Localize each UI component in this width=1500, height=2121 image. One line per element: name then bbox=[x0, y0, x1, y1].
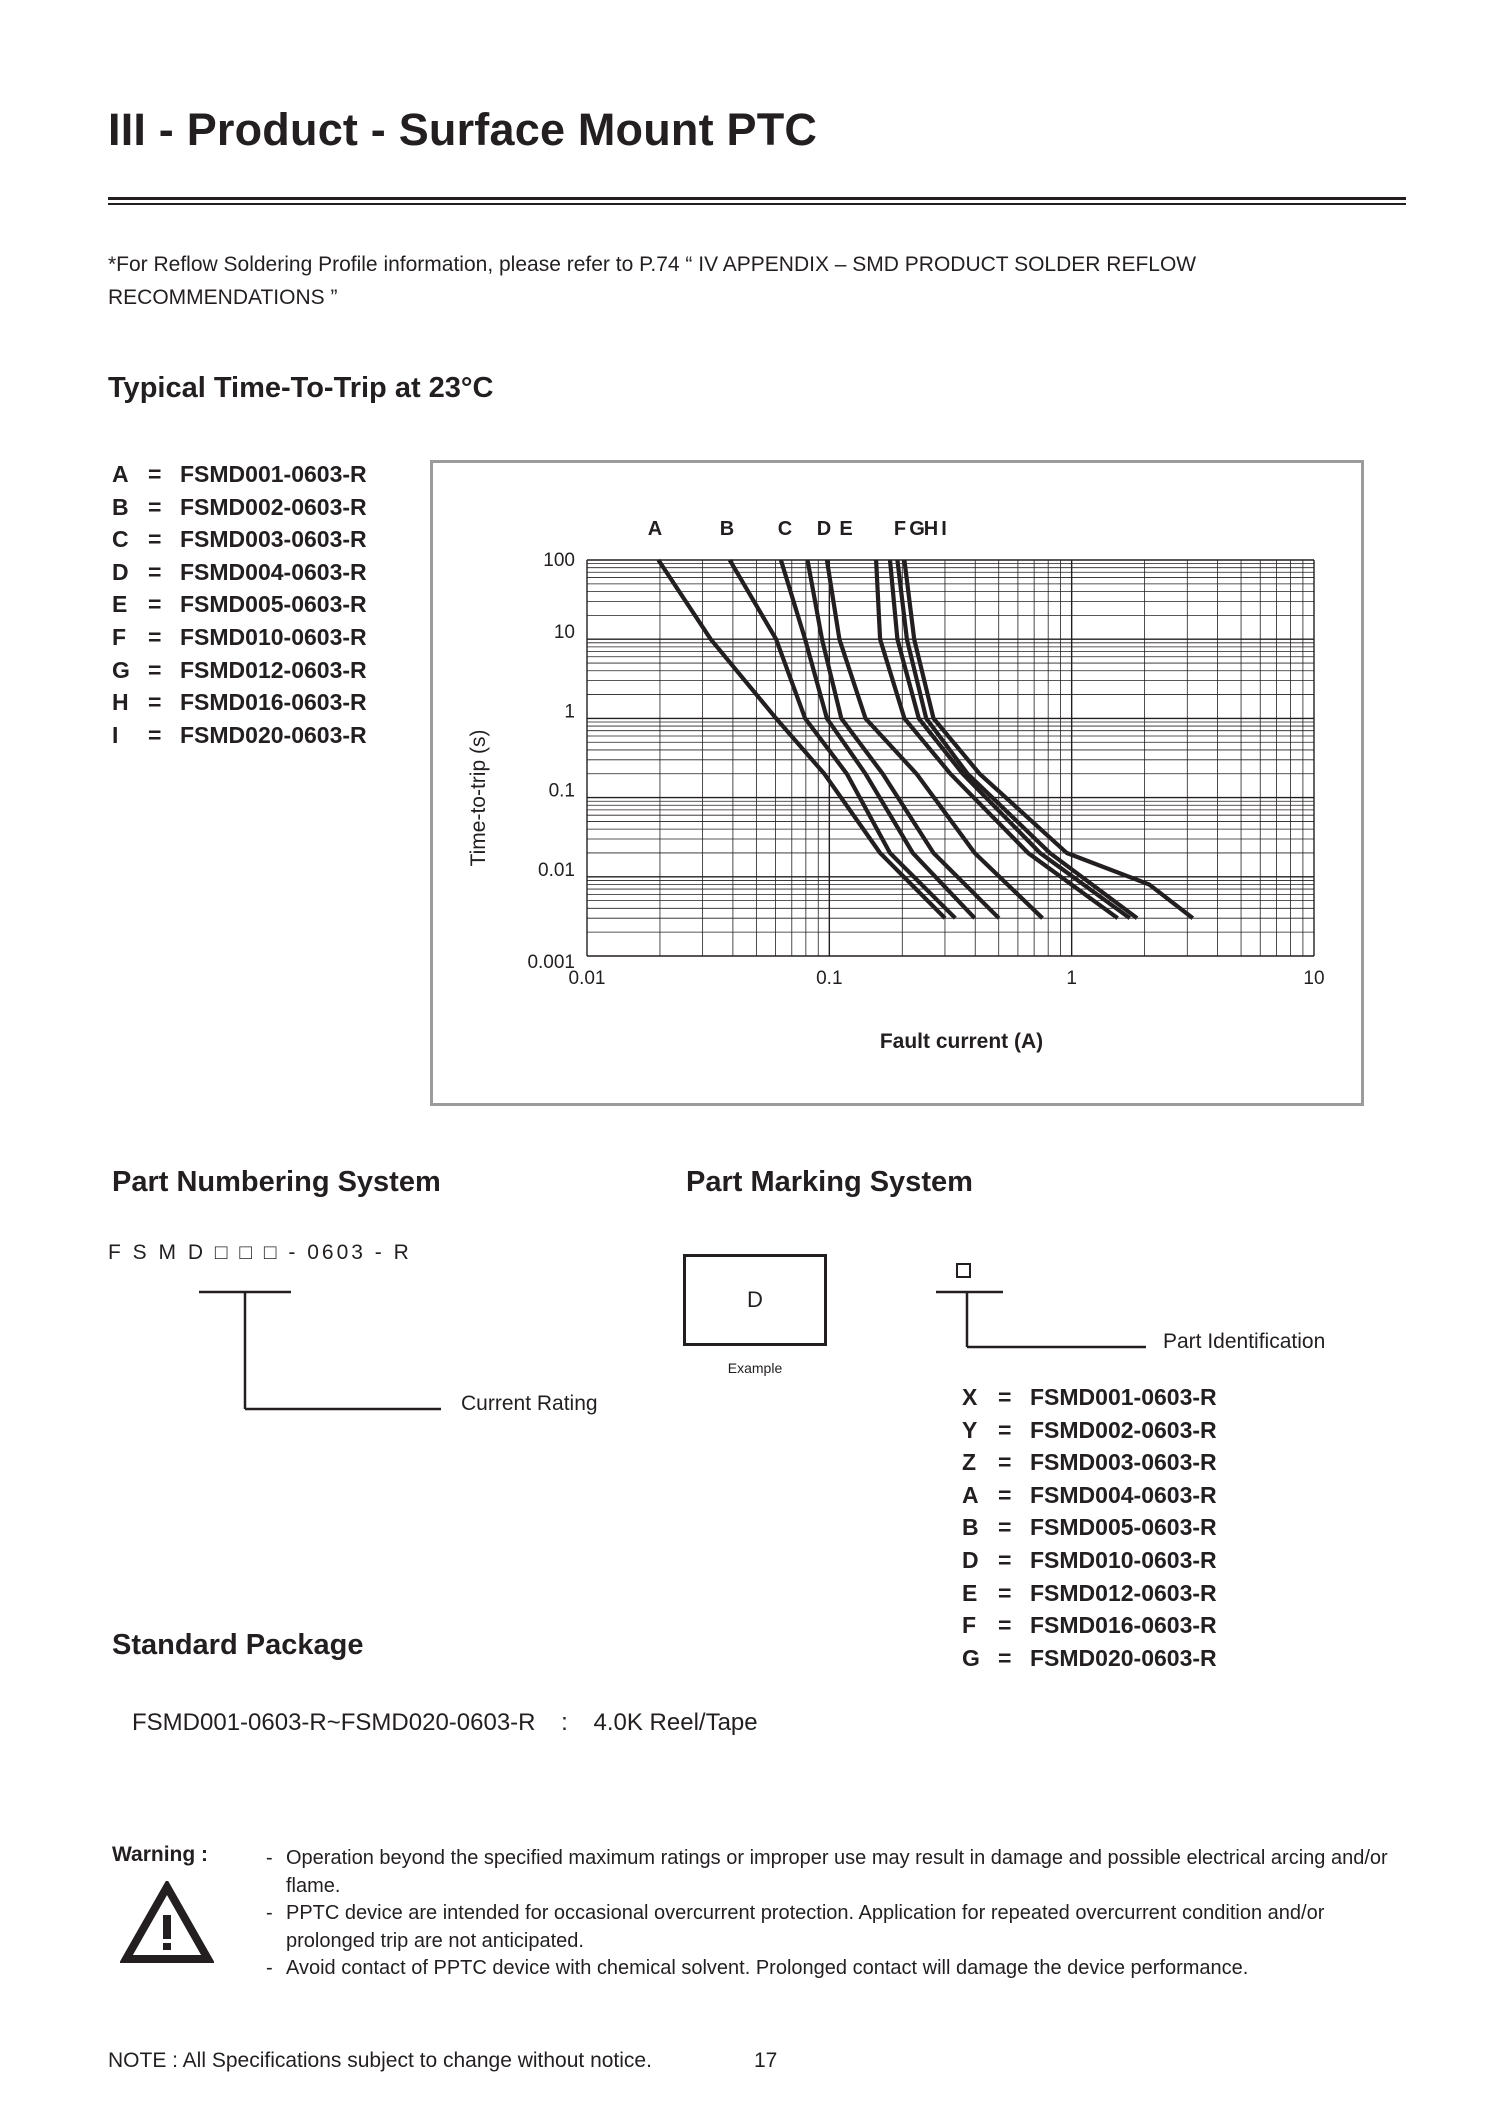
footer-note: NOTE : All Specifications subject to change without notice. bbox=[108, 2049, 652, 2072]
legend-row bbox=[112, 719, 367, 752]
marking-row-part: FSMD001-0603-R bbox=[1030, 1384, 1217, 1410]
time-to-trip-chart bbox=[430, 460, 1364, 1106]
chart-svg bbox=[433, 463, 1361, 1103]
marking-row-equals: = bbox=[998, 1546, 1012, 1573]
warning-item-text: Operation beyond the specified maximum ratings or improper use may result in damage and possible electrical arcing and/or flame. bbox=[286, 1847, 1388, 1897]
part-marking-heading: Part Marking System bbox=[686, 1166, 973, 1198]
legend-row bbox=[112, 556, 367, 589]
legend-row-letter: G bbox=[112, 656, 130, 683]
marking-row-equals: = bbox=[998, 1514, 1012, 1541]
curve-label-G: G bbox=[909, 518, 925, 540]
marking-row-letter: G bbox=[962, 1644, 980, 1671]
page-number: 17 bbox=[754, 2049, 778, 2072]
legend-row-equals: = bbox=[148, 656, 162, 683]
title-rule-thick bbox=[108, 197, 1406, 200]
part-numbering-heading: Part Numbering System bbox=[112, 1166, 441, 1198]
marking-row-part: FSMD002-0603-R bbox=[1030, 1416, 1217, 1443]
marking-row bbox=[962, 1479, 1217, 1512]
legend-row-part: FSMD002-0603-R bbox=[180, 493, 367, 520]
marking-row-letter: Z bbox=[962, 1449, 977, 1476]
marking-row-part: FSMD003-0603-R bbox=[1030, 1449, 1217, 1476]
marking-example-letter: D bbox=[747, 1287, 763, 1312]
y-tick-label: 0.001 bbox=[527, 952, 575, 973]
legend-row-equals: = bbox=[148, 461, 162, 487]
legend-row bbox=[112, 588, 367, 621]
legend-row-equals: = bbox=[148, 526, 162, 553]
y-tick-label: 100 bbox=[543, 550, 575, 571]
marking-row bbox=[962, 1577, 1217, 1610]
standard-package-heading: Standard Package bbox=[112, 1629, 364, 1661]
marking-example-caption: Example bbox=[727, 1360, 783, 1376]
legend-row-letter: C bbox=[112, 526, 129, 553]
marking-row bbox=[962, 1544, 1217, 1577]
marking-row-letter: X bbox=[962, 1384, 978, 1410]
marking-row bbox=[962, 1642, 1217, 1675]
marking-row-equals: = bbox=[998, 1644, 1012, 1671]
y-tick-label: 1 bbox=[564, 701, 575, 723]
legend-row-letter: H bbox=[112, 689, 129, 716]
warning-item: - Avoid contact of PPTC device with chemical solvent. Prolonged contact will damage the device performance. bbox=[266, 1957, 1249, 1979]
curve-label-A: A bbox=[647, 518, 663, 540]
marking-row-part: FSMD012-0603-R bbox=[1030, 1579, 1217, 1606]
legend-row bbox=[112, 621, 367, 654]
marking-row bbox=[962, 1511, 1217, 1544]
curve-label-D: D bbox=[816, 518, 832, 540]
marking-row-part: FSMD010-0603-R bbox=[1030, 1546, 1217, 1573]
legend-row-equals: = bbox=[148, 721, 162, 748]
curve-label-F: F bbox=[893, 518, 907, 540]
legend-row-part: FSMD005-0603-R bbox=[180, 591, 367, 618]
warning-triangle-icon bbox=[120, 1881, 214, 1965]
marking-code-list bbox=[962, 1381, 1217, 1674]
curve-legend bbox=[112, 458, 367, 751]
marking-row-part: FSMD016-0603-R bbox=[1030, 1612, 1217, 1639]
legend-row-equals: = bbox=[148, 558, 162, 585]
legend-row-part: FSMD016-0603-R bbox=[180, 689, 367, 716]
marking-row-equals: = bbox=[998, 1416, 1012, 1443]
curve-label-C: C bbox=[777, 518, 793, 540]
marking-row-part: FSMD005-0603-R bbox=[1030, 1514, 1217, 1541]
curve-label-I: I bbox=[941, 518, 947, 540]
curve-label-B: B bbox=[719, 518, 735, 540]
warning-item-text: PPTC device are intended for occasional overcurrent protection. Application for repeated overcurrent condition and/or prolonged trip are not anticipated. bbox=[286, 1902, 1325, 1952]
package-range: FSMD001-0603-R~FSMD020-0603-R bbox=[132, 1709, 536, 1736]
legend-row-part: FSMD020-0603-R bbox=[180, 721, 367, 748]
warning-list bbox=[266, 1845, 1416, 1983]
legend-row bbox=[112, 491, 367, 524]
warning-label: Warning : bbox=[112, 1843, 209, 1866]
marking-row bbox=[962, 1381, 1217, 1414]
standard-package-line bbox=[132, 1709, 758, 1737]
reflow-note: *For Reflow Soldering Profile information, please refer to P.74 “ IV APPENDIX – SMD PRODUCT SOLDER REFLOW RECOMMENDATIONS ” bbox=[108, 253, 1197, 309]
legend-row-part: FSMD004-0603-R bbox=[180, 558, 367, 585]
warning-item: - Operation beyond the specified maximum ratings or improper use may result in damage and possible electrical arcing and/or flame. bbox=[266, 1847, 1388, 1897]
y-tick-label: 0.1 bbox=[548, 780, 575, 802]
legend-row bbox=[112, 523, 367, 556]
marking-row-part: FSMD020-0603-R bbox=[1030, 1644, 1217, 1671]
legend-row-equals: = bbox=[148, 689, 162, 716]
y-tick-label: 10 bbox=[553, 622, 575, 644]
time-to-trip-heading: Typical Time-To-Trip at 23°C bbox=[108, 372, 494, 404]
legend-row bbox=[112, 458, 367, 491]
package-quantity: 4.0K Reel/Tape bbox=[593, 1709, 758, 1736]
legend-row-letter: E bbox=[112, 591, 128, 618]
legend-row bbox=[112, 686, 367, 719]
curve-label-H: H bbox=[923, 518, 939, 540]
legend-row-letter: D bbox=[112, 558, 129, 585]
y-axis-title: Time-to-trip (s) bbox=[467, 729, 490, 867]
marking-row-part: FSMD004-0603-R bbox=[1030, 1481, 1217, 1508]
marking-row-letter: B bbox=[962, 1514, 979, 1541]
legend-row-part: FSMD001-0603-R bbox=[180, 461, 367, 487]
legend-row-letter: F bbox=[112, 623, 127, 650]
y-tick-label: 0.01 bbox=[538, 859, 575, 881]
marking-row-equals: = bbox=[998, 1612, 1012, 1639]
warning-item: - PPTC device are intended for occasional overcurrent protection. Application for repeated overcurrent condition and/or prolonged trip are not anticipated. bbox=[266, 1902, 1325, 1952]
marking-row-equals: = bbox=[998, 1384, 1012, 1410]
marking-example-box bbox=[683, 1254, 827, 1346]
marking-row bbox=[962, 1609, 1217, 1642]
marking-row bbox=[962, 1414, 1217, 1447]
legend-row bbox=[112, 654, 367, 687]
marking-row-letter: E bbox=[962, 1579, 978, 1606]
marking-row-equals: = bbox=[998, 1481, 1012, 1508]
title-rule-thin bbox=[108, 203, 1406, 205]
legend-row-letter: B bbox=[112, 493, 129, 520]
legend-row-letter: A bbox=[112, 461, 129, 487]
marking-row-equals: = bbox=[998, 1579, 1012, 1606]
legend-row-letter: I bbox=[112, 721, 119, 748]
curve-label-E: E bbox=[839, 518, 853, 540]
marking-row bbox=[962, 1446, 1217, 1479]
page-title: III - Product - Surface Mount PTC bbox=[108, 104, 818, 155]
marking-row-letter: A bbox=[962, 1481, 979, 1508]
x-tick-label: 0.1 bbox=[816, 968, 843, 989]
current-rating-label: Current Rating bbox=[461, 1392, 598, 1415]
marking-row-equals: = bbox=[998, 1449, 1012, 1476]
marking-row-letter: D bbox=[962, 1546, 979, 1573]
legend-row-part: FSMD003-0603-R bbox=[180, 526, 367, 553]
marking-code-square bbox=[956, 1263, 971, 1278]
part-number-code: F S M D □ □ □ - 0603 - R bbox=[108, 1241, 412, 1264]
x-tick-label: 10 bbox=[1303, 968, 1325, 989]
legend-row-equals: = bbox=[148, 591, 162, 618]
legend-row-equals: = bbox=[148, 623, 162, 650]
part-identification-label: Part Identification bbox=[1163, 1330, 1326, 1353]
marking-row-letter: Y bbox=[962, 1416, 978, 1443]
legend-row-part: FSMD012-0603-R bbox=[180, 656, 367, 683]
warning-item-text: Avoid contact of PPTC device with chemical solvent. Prolonged contact will damage the device performance. bbox=[286, 1957, 1249, 1979]
legend-row-part: FSMD010-0603-R bbox=[180, 623, 367, 650]
x-axis-title: Fault current (A) bbox=[879, 1030, 1044, 1053]
package-separator: : bbox=[561, 1709, 568, 1736]
x-tick-label: 0.01 bbox=[568, 968, 606, 989]
x-tick-label: 1 bbox=[1066, 968, 1077, 989]
legend-row-equals: = bbox=[148, 493, 162, 520]
marking-row-letter: F bbox=[962, 1612, 977, 1639]
